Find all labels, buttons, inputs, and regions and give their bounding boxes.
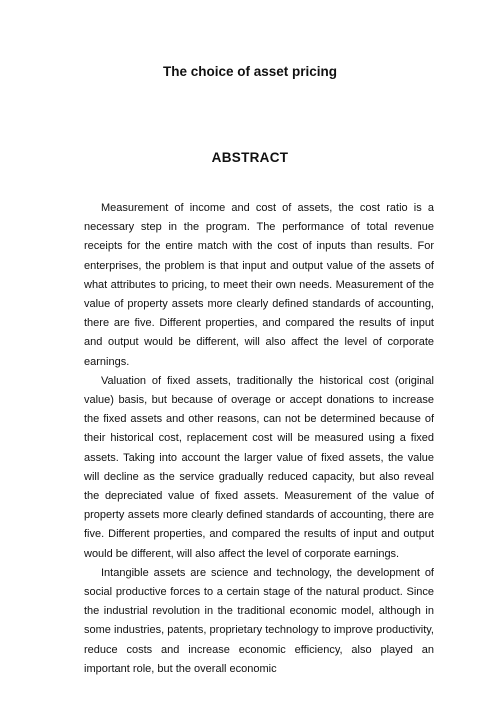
abstract-body [84,199,434,679]
abstract-paragraph: Valuation of fixed assets, traditionally the historical cost (original value) basis, but because of overage or accept donations to increase the fixed assets and other reasons, can not be determined because of their historical cost, replacement cost will be measured using a fixed assets. Taking into account the larger value of fixed assets, the value will decline as the service gradually reduced capacity, but also reveal the depreciated value of fixed assets. Measurement of the value of property assets more clearly defined standards of accounting, there are five. Different properties, and compared the results of input and output would be different, will also affect the level of corporate earnings. [84,374,434,560]
abstract-heading: ABSTRACT [211,150,289,165]
abstract-paragraph: Measurement of income and cost of assets, the cost ratio is a necessary step in the program. The performance of total revenue receipts for the entire match with the cost of inputs than results. For enterprises, the problem is that input and output value of the assets of what attributes to pricing, to meet their own needs. Measurement of the value of property assets more clearly defined standards of accounting, there are five. Different properties, and compared the results of input and output would be different, will also affect the level of corporate earnings. [84,202,434,368]
document-title: The choice of asset pricing [162,64,338,79]
abstract-paragraph: Intangible assets are science and technology, the development of social productive forces to a certain stage of the natural product. Since the industrial revolution in the traditional economic model, although in some industries, patents, proprietary technology to improve productivity, reduce costs and increase economic efficiency, also played an important role, but the overall economic [84,566,434,675]
